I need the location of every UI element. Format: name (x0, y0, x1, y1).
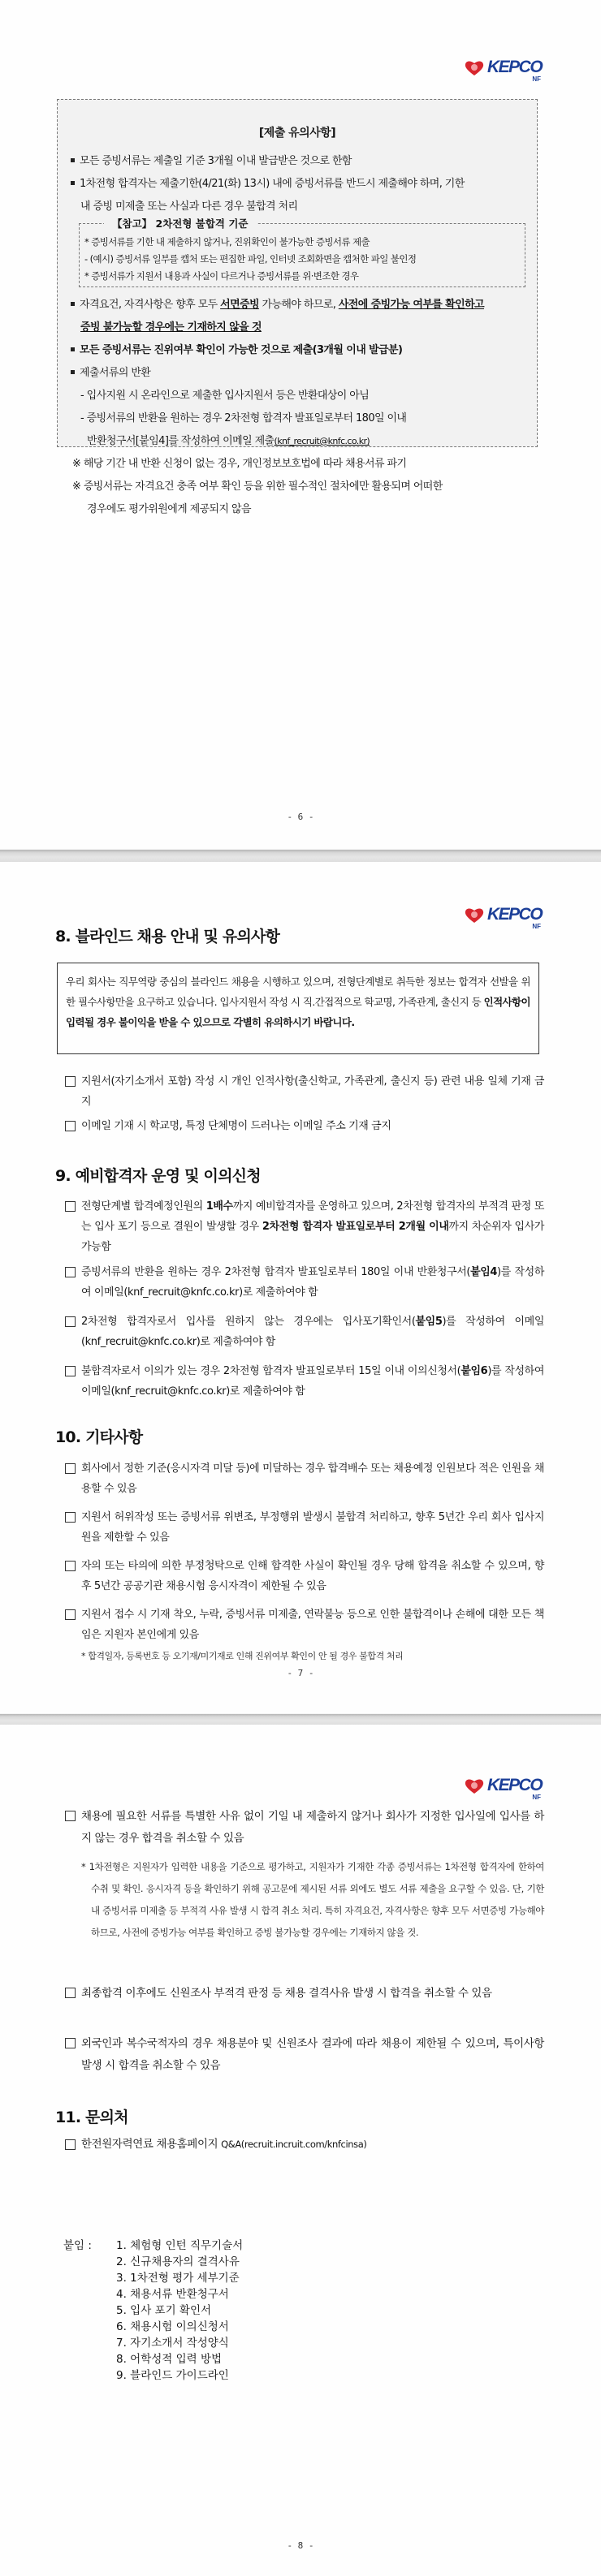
checkbox-square-icon (65, 1609, 76, 1620)
notice-bullet: 모든 증빙서류는 제출일 기준 3개월 이내 발급받은 것으로 한함 (69, 150, 525, 173)
kepco-nf-logo: KEPCO NF (465, 55, 544, 88)
notice-bullet: 1차전형 합격자는 제출기한(4/21(화) 13시) 내에 증빙서류를 반드시 제출해야 하며, 기한 (69, 173, 525, 196)
list-item: 채용에 필요한 서류를 특별한 사유 없이 기일 내 제출하지 않거나 회사가 지정한 입사일에 입사를 하지 않는 경우 합격을 취소할 수 있음 (65, 1806, 544, 1850)
attachment-item: 5. 입사 포기 확인서 (116, 2304, 212, 2317)
notice-bullet-cont: 증빙 불가능할 경우에는 기재하지 않을 것 (80, 321, 262, 334)
square-bullet-icon (71, 347, 75, 351)
footnote: * 합격일자, 등록번호 등 오기재/미기재로 인해 진위여부 확인이 안 될 경우 불합격 처리 (81, 1651, 404, 1661)
document-page-8 (0, 1725, 601, 2576)
list-item: 증빙서류의 반환을 원하는 경우 2차전형 합격자 발표일로부터 180일 이내 반환청구서(붙임4)를 작성하여 이메일(knf_recruit@knfc.co.kr)로 제출하여야 함 (65, 1262, 544, 1303)
document-page-6 (0, 0, 601, 849)
list-item: 전형단계별 합격예정인원의 1배수까지 예비합격자를 운영하고 있으며, 2차전형 합격자의 부적격 판정 또는 입사 포기 등으로 결원이 발생할 경우 2차전형 합격자 발표일로부터 2개월 이내까지 차순위자 입사가 가능함 (65, 1196, 544, 1257)
kepco-nf-logo: KEPCO NF (465, 902, 544, 935)
square-bullet-icon (71, 158, 75, 162)
notice-bullet: 제출서류의 반환 (69, 362, 525, 385)
notice-title: [제출 유의사항] (258, 127, 336, 140)
section-11-title: 11. 문의처 (55, 2109, 128, 2126)
list-item: 최종합격 이후에도 신원조사 부적격 판정 등 채용 결격사유 발생 시 합격을 취소할 수 있음 (65, 1983, 544, 2005)
page-number: - 6 - (287, 812, 314, 822)
attachment-item: 7. 자기소개서 작성양식 (116, 2337, 229, 2350)
checkbox-square-icon (65, 2139, 76, 2150)
document-page-7 (0, 862, 601, 1713)
footnote: * 1차전형은 지원자가 입력한 내용을 기준으로 평가하고, 지원자가 기재한 각종 증빙서류는 1차전형 합격자에 한하여 수취 및 확인. 응시자격 등을 확인하기 위해 공고문에 제시된 서류 외에도 별도 서류 제출을 요구할 수 있음. 단, 기한 내 증빙서류 미제출 등 부적격 사유 발생 시 합격 취소 처리. 특히 자격요건, 자격사항은 향후 모두 서면증빙 가능해야 하므로, 사전에 증빙가능 여부를 확인하고 증빙 불가능할 경우에는 기재하지 않을 것. (81, 1861, 544, 1938)
page-number: - 8 - (287, 2540, 314, 2551)
blind-hiring-box: 우리 회사는 직무역량 중심의 블라인드 채용을 시행하고 있으며, 전형단계별로 취득한 정보는 합격자 선발을 위한 필수사항만을 요구하고 있습니다. 입사지원서 작성 시 직.간접적으로 학교명, 가족관계, 출신지 등 인적사항이 입력될 경우 불이익을 받을 수 있으므로 각별히 유의하시기 바랍니다. (57, 963, 539, 1054)
list-item: 회사에서 정한 기준(응시자격 미달 등)에 미달하는 경우 합격배수 또는 채용예정 인원보다 적은 인원을 채용할 수 있음 (65, 1458, 544, 1499)
checkbox-square-icon (65, 1512, 76, 1523)
reference-title: 【참고】 2차전형 불합격 기준 (104, 216, 257, 230)
checkbox-square-icon (65, 1076, 76, 1087)
page-separator (0, 849, 601, 862)
list-item: 불합격자로서 이의가 있는 경우 2차전형 합격자 발표일로부터 15일 이내 이의신청서(붙임6)를 작성하여 이메일(knf_recruit@knfc.co.kr)로 제출하여야 함 (65, 1361, 544, 1402)
heart-logo-icon (465, 907, 484, 924)
notice-bullet-cont: 내 증빙 미제출 또는 사실과 다른 경우 불합격 처리 (80, 200, 298, 213)
notice-bullet: 모든 증빙서류는 진위여부 확인이 가능한 것으로 제출(3개월 이내 발급분) (69, 339, 525, 362)
square-bullet-icon (71, 302, 75, 306)
reference-box: 【참고】 2차전형 불합격 기준 * 증빙서류를 기한 내 제출하지 않거나, 진위확인이 불가능한 증빙서류 제출 - (예시) 증빙서류 일부를 캡처 또는 편집한 파일, 인터넷 조회화면을 캡처한 파일 불인정 * 증빙서류가 지원서 내용과 사실이 다르거나 증빙서류를 위·변조한 경우 (79, 223, 525, 287)
notice-bullet: 자격요건, 자격사항은 향후 모두 서면증빙 가능해야 하므로, 사전에 증빙가능 여부를 확인하고 (69, 294, 525, 317)
checkbox-square-icon (65, 1121, 76, 1131)
list-item: 이메일 기재 시 학교명, 특정 단체명이 드러나는 이메일 주소 기재 금지 (65, 1116, 544, 1136)
attachment-item: 3. 1차전형 평가 세부기준 (116, 2272, 240, 2285)
checkbox-square-icon (65, 1366, 76, 1376)
heart-logo-icon (465, 60, 484, 76)
section-9-title: 9. 예비합격자 운영 및 이의신청 (55, 1167, 261, 1185)
list-item: 지원서(자기소개서 포함) 작성 시 개인 인적사항(출신학교, 가족관계, 출신지 등) 관련 내용 일체 기재 금지 (65, 1071, 544, 1112)
checkbox-square-icon (65, 1201, 76, 1212)
recruit-homepage-link[interactable]: Q&A(recruit.incruit.com/knfcinsa) (221, 2139, 367, 2150)
attachment-item: 1. 체험형 인턴 직무기술서 (116, 2239, 244, 2252)
checkbox-square-icon (65, 1267, 76, 1277)
page-separator (0, 1713, 601, 1725)
section-8-title: 8. 블라인드 채용 안내 및 유의사항 (55, 928, 280, 946)
checkbox-square-icon (65, 1463, 76, 1474)
checkbox-square-icon (65, 1561, 76, 1571)
attachments-label: 붙임 : (63, 2239, 92, 2252)
attachment-item: 6. 채용시험 이의신청서 (116, 2320, 229, 2333)
list-item: 지원서 접수 시 기재 착오, 누락, 증빙서류 미제출, 연락불능 등으로 인한 불합격이나 손해에 대한 모든 책임은 지원자 본인에게 있음 (65, 1605, 544, 1645)
list-item: 한전원자력연료 채용홈페이지 Q&A(recruit.incruit.com/knfcinsa) (65, 2134, 544, 2155)
page-number: - 7 - (287, 1668, 314, 1678)
submission-notice-box: [제출 유의사항] 모든 증빙서류는 제출일 기준 3개월 이내 발급받은 것으로 한함 1차전형 합격자는 제출기한(4/21(화) 13시) 내에 증빙서류를 반드시 제출해야 하며, 기한 내 증빙 미제출 또는 사실과 다른 경우 불합격 처리 【참고】 2차전형 불합격 기준 * 증빙서류를 기한 내 제출하지 않거나, 진위확인이 불가능한 증빙서류 제출 - (예시) 증빙서류 일부를 캡처 또는 편집한 파일, 인터넷 조회화면을 캡처한 파일 불인정 * 증빙서류가 지원서 내용과 사실이 다르거나 증빙서류를 위·변조한 경우 자격요건, 자격사항은 향후 모두 서면증빙 가능해야 하므로, 사전에 증빙가능 여부를 확인하고 증빙 불가능할 경우에는 기재하지 않을 것 모든 증빙서류는 진위여부 확인이 가능한 것으로 제출(3개월 이내 발급분) 제출서류의 반환 - 입사지원 시 온라인으로 제출한 입사지원서 등은 반환대상이 아님 - 증빙서류의 반환을 원하는 경우 2차전형 합격자 발표일로부터 180일 이내 반환청구서[붙임4]를 작성하여 이메일 제출(knf_recruit@knfc.co.kr) ※ 해당 기간 내 반환 신청이 없는 경우, 개인정보보호법에 따라 채용서류 파기 ※ 증빙서류는 자격요건 충족 여부 확인 등을 위한 필수적인 절차에만 활용되며 어떠한 경우에도 평가위원에게 제공되지 않음 (57, 99, 538, 447)
checkbox-square-icon (65, 1811, 76, 1821)
square-bullet-icon (71, 181, 75, 185)
heart-logo-icon (465, 1778, 484, 1794)
attachment-item: 8. 어학성적 입력 방법 (116, 2353, 223, 2366)
attachment-item: 2. 신규채용자의 결격사유 (116, 2255, 240, 2268)
checkbox-square-icon (65, 2038, 76, 2048)
list-item: 지원서 허위작성 또는 증빙서류 위변조, 부정행위 발생시 불합격 처리하고, 향후 5년간 우리 회사 입사지원을 제한할 수 있음 (65, 1507, 544, 1548)
recruit-email-link[interactable]: (knf_recruit@knfc.co.kr) (274, 436, 370, 446)
section-10-title: 10. 기타사항 (55, 1428, 143, 1446)
attachment-item: 4. 채용서류 반환청구서 (116, 2288, 229, 2301)
list-item: 외국인과 복수국적자의 경우 채용분야 및 신원조사 결과에 따라 채용이 제한될 수 있으며, 특이사항 발생 시 합격을 취소할 수 있음 (65, 2033, 544, 2077)
square-bullet-icon (71, 370, 75, 374)
attachment-item: 9. 블라인드 가이드라인 (116, 2369, 229, 2382)
checkbox-square-icon (65, 1316, 76, 1327)
checkbox-square-icon (65, 1988, 76, 1998)
list-item: 자의 또는 타의에 의한 부정청탁으로 인해 합격한 사실이 확인될 경우 당해 합격을 취소할 수 있으며, 향후 5년간 공공기관 채용시험 응시자격이 제한될 수 있음 (65, 1556, 544, 1596)
list-item: 2차전형 합격자로서 입사를 원하지 않는 경우에는 입사포기확인서(붙임5)를 작성하여 이메일(knf_recruit@knfc.co.kr)로 제출하여야 함 (65, 1312, 544, 1352)
kepco-nf-logo: KEPCO NF (465, 1773, 544, 1806)
attachments-list (116, 2238, 360, 2384)
